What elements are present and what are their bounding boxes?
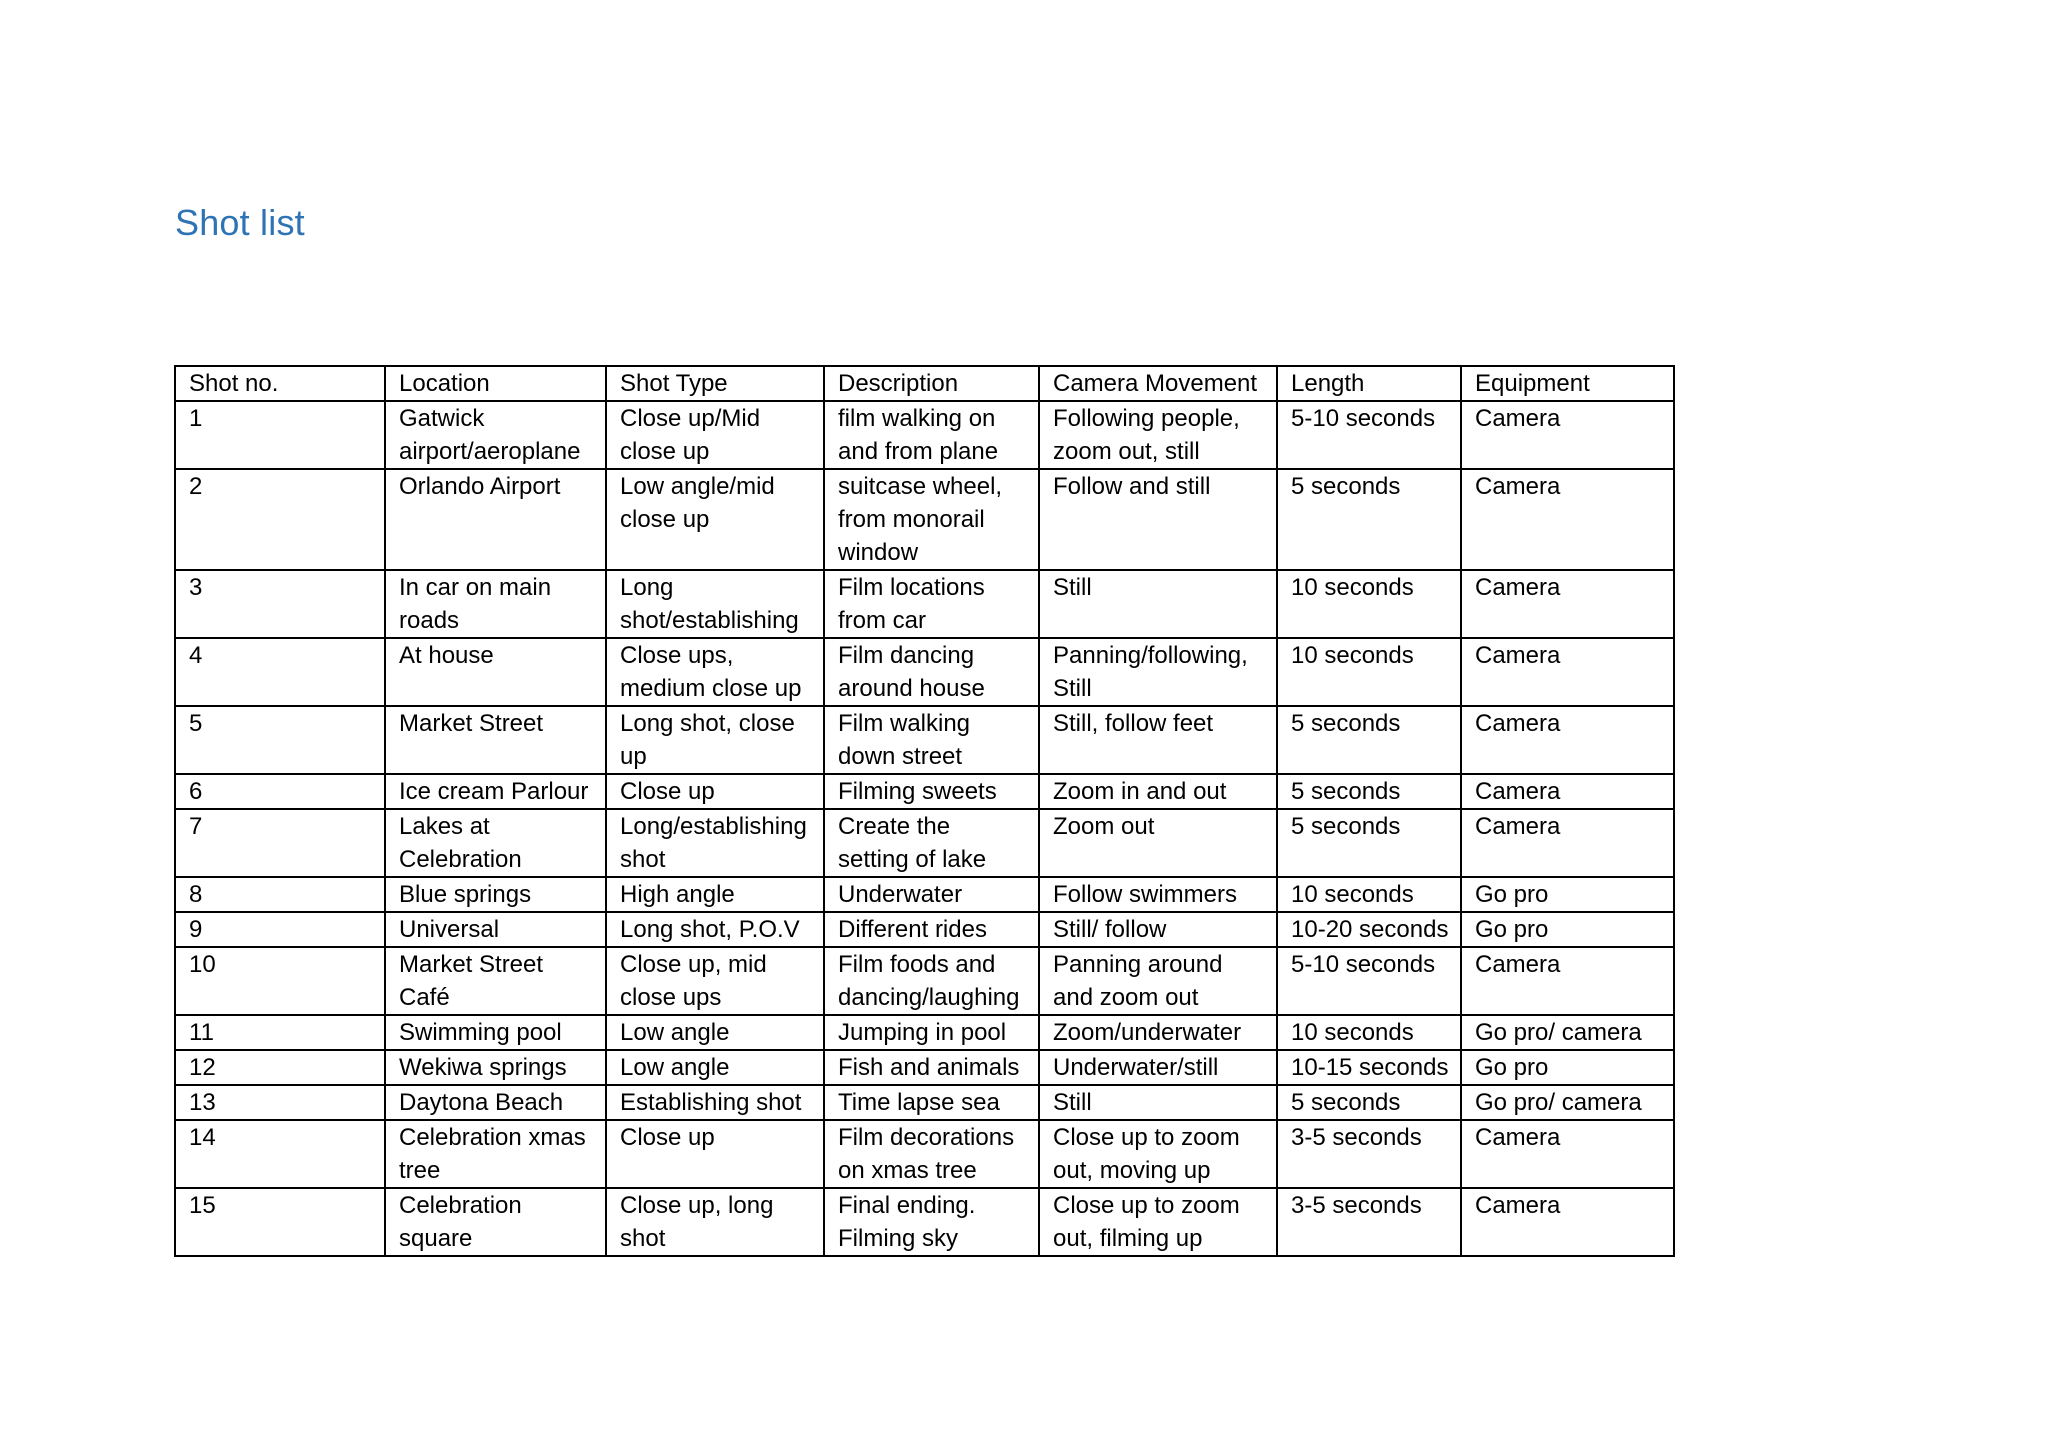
- cell-shot-no: 3: [175, 570, 385, 638]
- cell-shot-no: 2: [175, 469, 385, 570]
- cell-camera-movement: Still: [1039, 570, 1277, 638]
- cell-shot-type: Close up/Mid close up: [606, 401, 824, 469]
- cell-length: 10 seconds: [1277, 570, 1461, 638]
- cell-shot-type: Close up: [606, 774, 824, 809]
- cell-shot-type: High angle: [606, 877, 824, 912]
- header-camera-movement: Camera Movement: [1039, 366, 1277, 401]
- cell-shot-type: Low angle: [606, 1050, 824, 1085]
- cell-location: Wekiwa springs: [385, 1050, 606, 1085]
- cell-equipment: Camera: [1461, 469, 1674, 570]
- cell-description: Film locations from car: [824, 570, 1039, 638]
- cell-description: Different rides: [824, 912, 1039, 947]
- cell-location: Swimming pool: [385, 1015, 606, 1050]
- cell-shot-type: Establishing shot: [606, 1085, 824, 1120]
- cell-length: 3-5 seconds: [1277, 1120, 1461, 1188]
- cell-shot-type: Close up, long shot: [606, 1188, 824, 1256]
- cell-length: 5 seconds: [1277, 1085, 1461, 1120]
- cell-camera-movement: Zoom in and out: [1039, 774, 1277, 809]
- cell-equipment: Camera: [1461, 570, 1674, 638]
- cell-length: 5 seconds: [1277, 469, 1461, 570]
- header-location: Location: [385, 366, 606, 401]
- cell-description: Film walking down street: [824, 706, 1039, 774]
- cell-location: Gatwick airport/aeroplane: [385, 401, 606, 469]
- cell-shot-no: 13: [175, 1085, 385, 1120]
- cell-equipment: Camera: [1461, 1120, 1674, 1188]
- cell-length: 3-5 seconds: [1277, 1188, 1461, 1256]
- cell-location: Lakes at Celebration: [385, 809, 606, 877]
- cell-length: 10-15 seconds: [1277, 1050, 1461, 1085]
- table-row: [175, 1085, 1674, 1120]
- cell-description: Create the setting of lake: [824, 809, 1039, 877]
- table-row: [175, 469, 1674, 570]
- cell-description: Fish and animals: [824, 1050, 1039, 1085]
- table-row: [175, 1120, 1674, 1188]
- cell-description: suitcase wheel, from monorail window: [824, 469, 1039, 570]
- cell-equipment: Camera: [1461, 1188, 1674, 1256]
- cell-description: Film decorations on xmas tree: [824, 1120, 1039, 1188]
- cell-description: Filming sweets: [824, 774, 1039, 809]
- cell-length: 5-10 seconds: [1277, 401, 1461, 469]
- cell-camera-movement: Underwater/still: [1039, 1050, 1277, 1085]
- cell-location: Orlando Airport: [385, 469, 606, 570]
- table-row: [175, 877, 1674, 912]
- cell-shot-type: Close ups, medium close up: [606, 638, 824, 706]
- cell-equipment: Go pro: [1461, 1050, 1674, 1085]
- table-body: [175, 401, 1674, 1256]
- cell-length: 5-10 seconds: [1277, 947, 1461, 1015]
- cell-description: Underwater: [824, 877, 1039, 912]
- cell-equipment: Go pro/ camera: [1461, 1085, 1674, 1120]
- cell-camera-movement: Follow and still: [1039, 469, 1277, 570]
- table-row: [175, 774, 1674, 809]
- cell-shot-no: 4: [175, 638, 385, 706]
- header-length: Length: [1277, 366, 1461, 401]
- header-equipment: Equipment: [1461, 366, 1674, 401]
- cell-equipment: Camera: [1461, 706, 1674, 774]
- cell-location: Daytona Beach: [385, 1085, 606, 1120]
- cell-length: 10 seconds: [1277, 638, 1461, 706]
- cell-length: 5 seconds: [1277, 774, 1461, 809]
- table-row: [175, 947, 1674, 1015]
- table-row: [175, 638, 1674, 706]
- table-row: [175, 912, 1674, 947]
- cell-camera-movement: Panning around and zoom out: [1039, 947, 1277, 1015]
- cell-location: Market Street: [385, 706, 606, 774]
- cell-shot-no: 6: [175, 774, 385, 809]
- cell-location: Celebration square: [385, 1188, 606, 1256]
- cell-shot-type: Low angle: [606, 1015, 824, 1050]
- cell-camera-movement: Following people, zoom out, still: [1039, 401, 1277, 469]
- cell-length: 5 seconds: [1277, 809, 1461, 877]
- cell-location: Celebration xmas tree: [385, 1120, 606, 1188]
- cell-equipment: Camera: [1461, 401, 1674, 469]
- table-row: [175, 1015, 1674, 1050]
- cell-camera-movement: Close up to zoom out, moving up: [1039, 1120, 1277, 1188]
- table-row: [175, 1050, 1674, 1085]
- cell-equipment: Camera: [1461, 809, 1674, 877]
- cell-shot-no: 11: [175, 1015, 385, 1050]
- header-description: Description: [824, 366, 1039, 401]
- cell-shot-no: 12: [175, 1050, 385, 1085]
- table-row: [175, 706, 1674, 774]
- cell-location: In car on main roads: [385, 570, 606, 638]
- cell-location: Universal: [385, 912, 606, 947]
- cell-equipment: Camera: [1461, 774, 1674, 809]
- cell-camera-movement: Still: [1039, 1085, 1277, 1120]
- cell-equipment: Go pro: [1461, 877, 1674, 912]
- cell-shot-no: 15: [175, 1188, 385, 1256]
- cell-camera-movement: Still/ follow: [1039, 912, 1277, 947]
- cell-camera-movement: Close up to zoom out, filming up: [1039, 1188, 1277, 1256]
- cell-location: At house: [385, 638, 606, 706]
- header-shot-no: Shot no.: [175, 366, 385, 401]
- cell-equipment: Go pro: [1461, 912, 1674, 947]
- cell-equipment: Camera: [1461, 947, 1674, 1015]
- cell-description: Film foods and dancing/laughing: [824, 947, 1039, 1015]
- cell-shot-type: Long shot, P.O.V: [606, 912, 824, 947]
- cell-equipment: Go pro/ camera: [1461, 1015, 1674, 1050]
- table-header-row: [175, 366, 1674, 401]
- cell-shot-no: 5: [175, 706, 385, 774]
- cell-length: 5 seconds: [1277, 706, 1461, 774]
- cell-camera-movement: Zoom out: [1039, 809, 1277, 877]
- cell-shot-no: 14: [175, 1120, 385, 1188]
- cell-location: Ice cream Parlour: [385, 774, 606, 809]
- cell-equipment: Camera: [1461, 638, 1674, 706]
- table-row: [175, 570, 1674, 638]
- shot-list-table: [174, 365, 1675, 1257]
- cell-shot-no: 10: [175, 947, 385, 1015]
- cell-camera-movement: Follow swimmers: [1039, 877, 1277, 912]
- cell-camera-movement: Still, follow feet: [1039, 706, 1277, 774]
- cell-camera-movement: Zoom/underwater: [1039, 1015, 1277, 1050]
- cell-shot-no: 1: [175, 401, 385, 469]
- cell-shot-type: Close up, mid close ups: [606, 947, 824, 1015]
- header-shot-type: Shot Type: [606, 366, 824, 401]
- cell-location: Blue springs: [385, 877, 606, 912]
- cell-location: Market Street Café: [385, 947, 606, 1015]
- cell-length: 10-20 seconds: [1277, 912, 1461, 947]
- table-row: [175, 401, 1674, 469]
- cell-shot-no: 8: [175, 877, 385, 912]
- cell-description: film walking on and from plane: [824, 401, 1039, 469]
- cell-camera-movement: Panning/following, Still: [1039, 638, 1277, 706]
- cell-shot-type: Long shot, close up: [606, 706, 824, 774]
- cell-description: Time lapse sea: [824, 1085, 1039, 1120]
- cell-description: Film dancing around house: [824, 638, 1039, 706]
- cell-description: Jumping in pool: [824, 1015, 1039, 1050]
- cell-shot-type: Low angle/mid close up: [606, 469, 824, 570]
- page-title: Shot list: [175, 202, 305, 243]
- cell-shot-no: 9: [175, 912, 385, 947]
- table-row: [175, 809, 1674, 877]
- cell-description: Final ending. Filming sky: [824, 1188, 1039, 1256]
- cell-shot-type: Long shot/establishing: [606, 570, 824, 638]
- cell-length: 10 seconds: [1277, 1015, 1461, 1050]
- table-row: [175, 1188, 1674, 1256]
- cell-shot-type: Close up: [606, 1120, 824, 1188]
- cell-length: 10 seconds: [1277, 877, 1461, 912]
- cell-shot-type: Long/establishing shot: [606, 809, 824, 877]
- cell-shot-no: 7: [175, 809, 385, 877]
